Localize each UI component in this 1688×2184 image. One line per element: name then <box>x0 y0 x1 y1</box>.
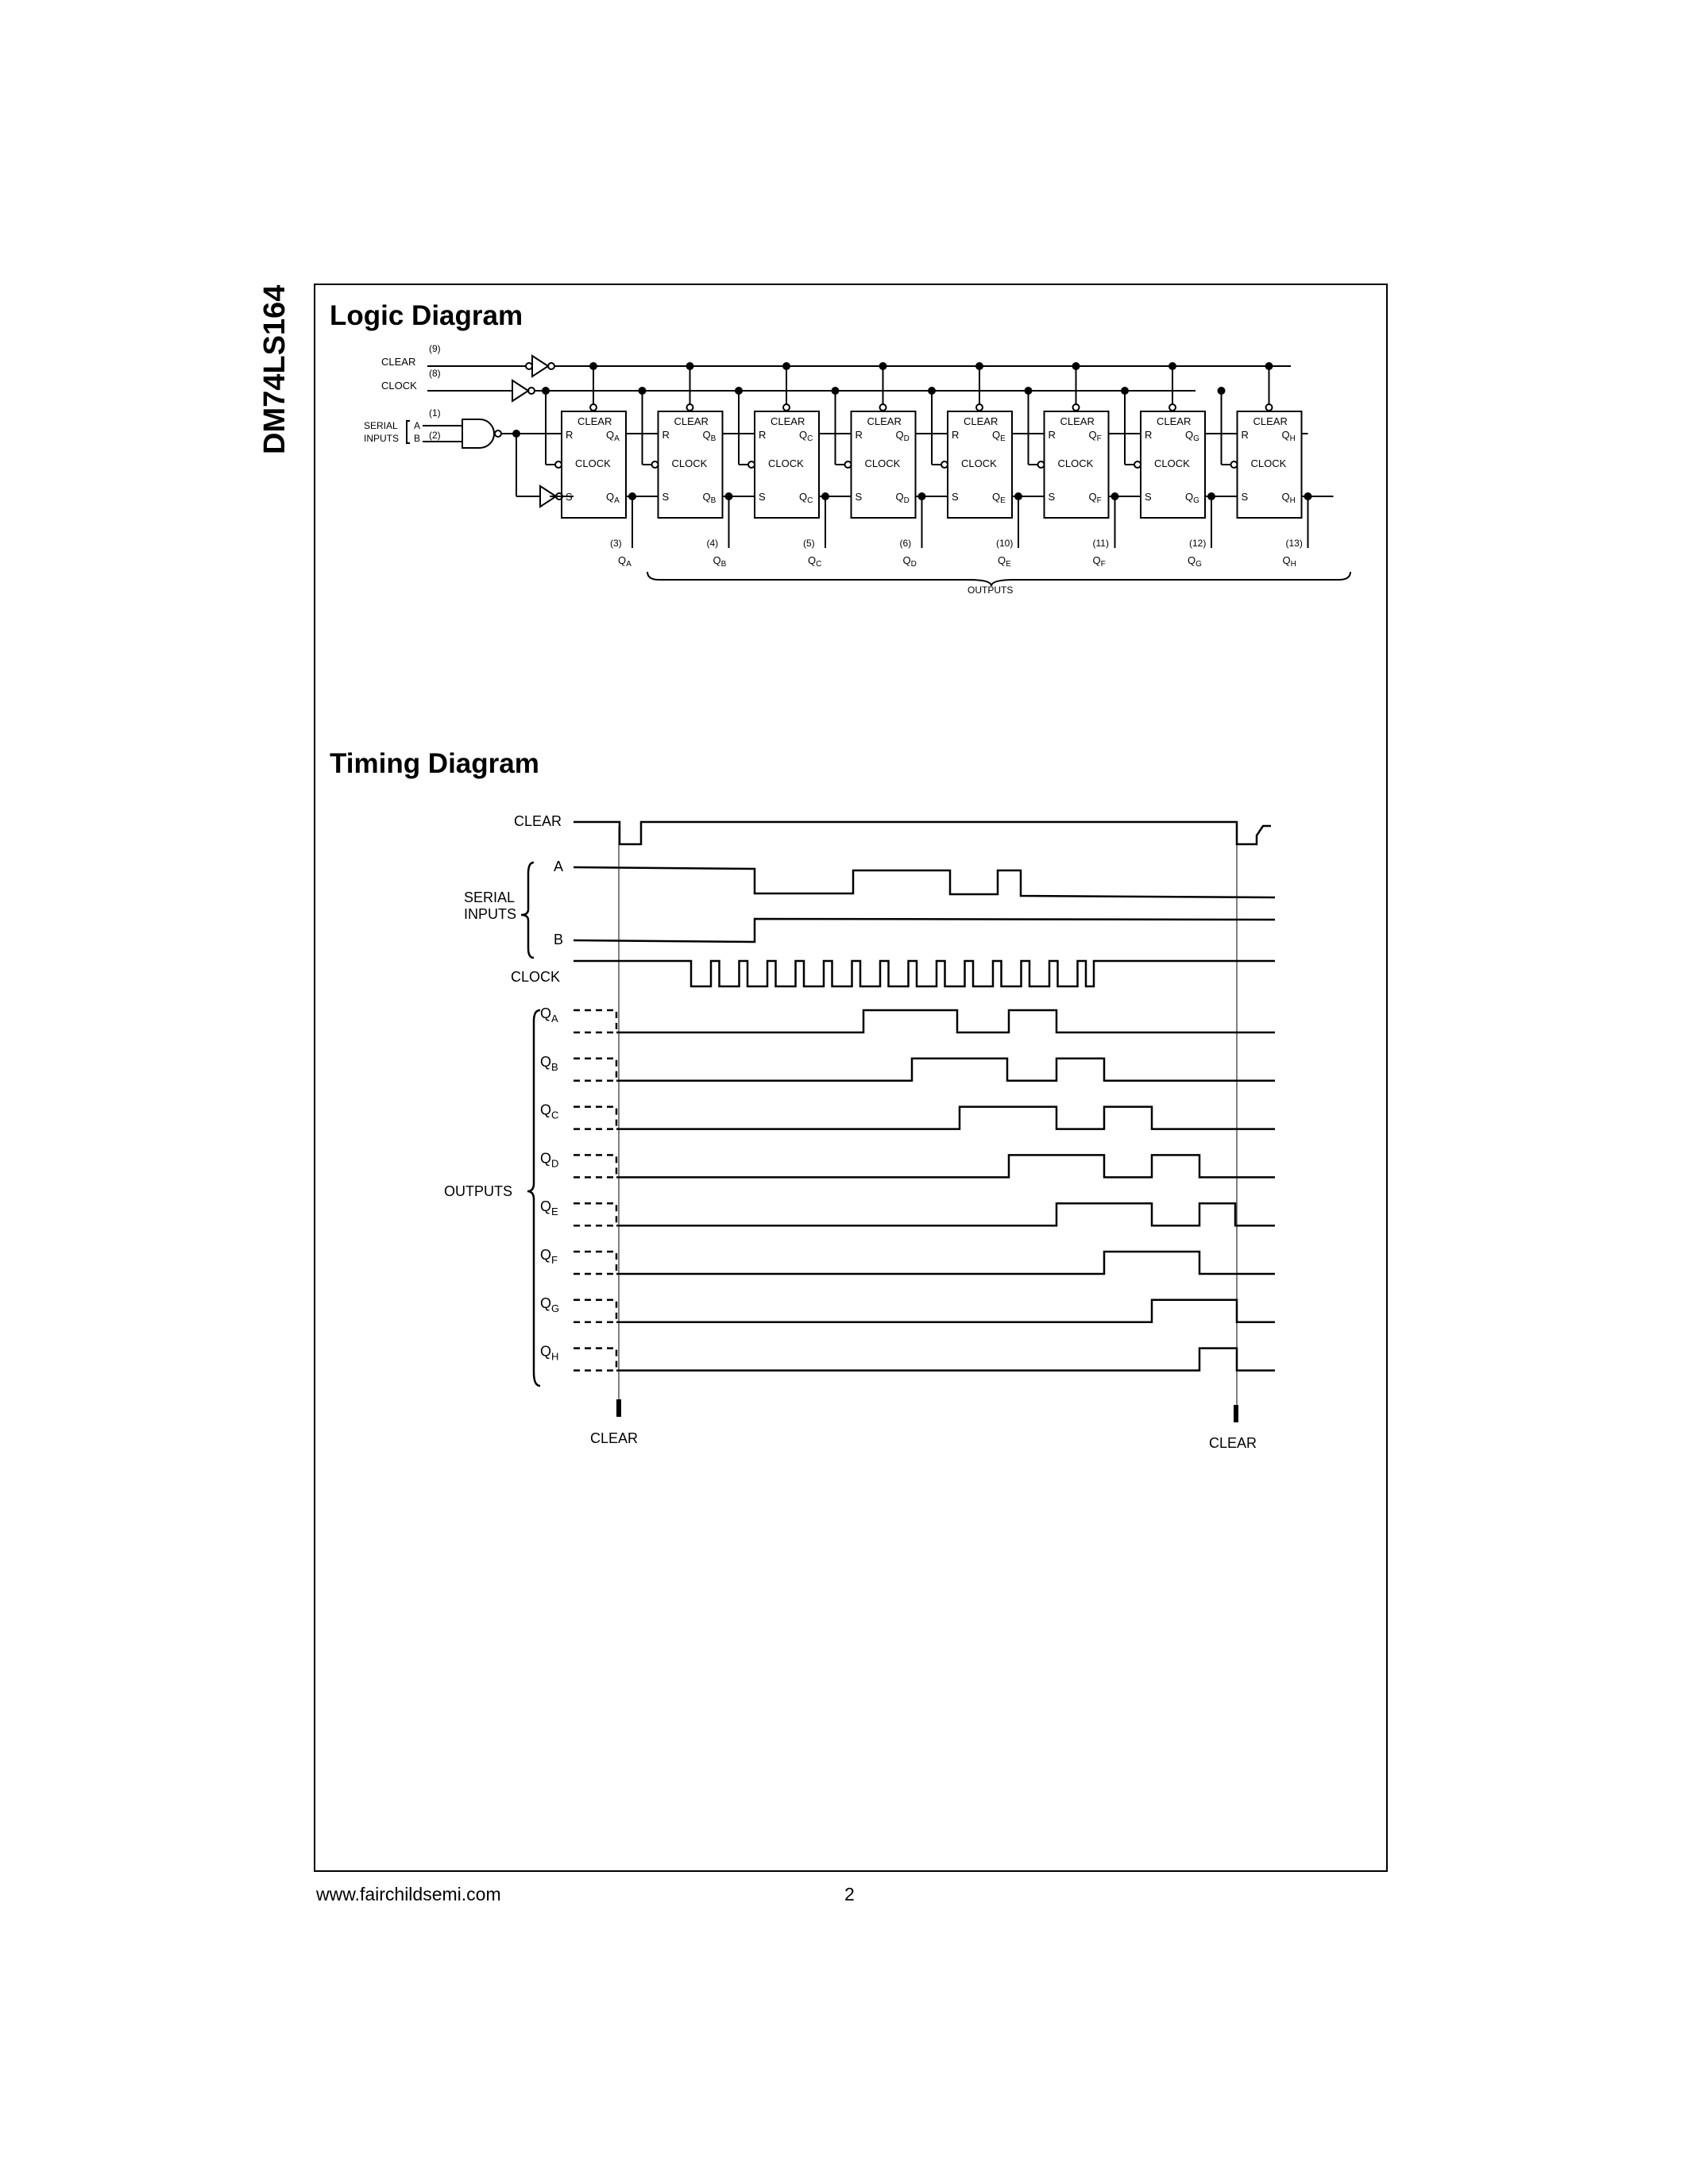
nand-gate <box>462 419 494 448</box>
output-label-sub: H <box>1290 560 1296 569</box>
ff-q-label: $Q_G$ <box>1185 491 1199 505</box>
flip-flop-e <box>916 363 1044 569</box>
ff-q-sub: E <box>1000 496 1006 505</box>
output-label-sub: G <box>1196 560 1202 569</box>
ff-r-label: R <box>1048 429 1056 441</box>
timing-b-label: B <box>554 932 564 947</box>
unknown-state <box>574 1155 616 1177</box>
ff-clock-label: CLOCK <box>671 457 708 469</box>
output-row-c <box>540 1102 1275 1129</box>
output-label-sub: F <box>1100 560 1106 569</box>
output-waveform <box>616 1107 1275 1129</box>
output-row-label-sub: E <box>551 1206 558 1218</box>
output-label: $Q_D$ <box>902 554 917 569</box>
output-label: $Q_C$ <box>808 554 822 569</box>
ff-qbar-label: $Q_E$ <box>992 429 1006 443</box>
clock-inverter <box>512 380 528 401</box>
ff-qbar-sub: G <box>1193 434 1199 443</box>
ff-q-sub: G <box>1193 496 1199 505</box>
output-row-g <box>540 1295 1275 1322</box>
clear-pin-label: (9) <box>429 343 441 354</box>
ff-q-label: $Q_H$ <box>1281 491 1296 505</box>
ff-s-label: S <box>952 491 959 503</box>
part-number: DM74LS164 <box>258 284 292 454</box>
ff-q-label: $Q_C$ <box>799 491 813 505</box>
output-row-label-sub: B <box>551 1060 558 1073</box>
ff-q-sub: D <box>903 496 910 505</box>
output-label-sub: A <box>626 560 632 569</box>
ff-qbar-label: $Q_C$ <box>799 429 813 443</box>
outputs-label: OUTPUTS <box>968 585 1014 596</box>
ff-clock-label: CLOCK <box>768 457 804 469</box>
unknown-state <box>574 1059 616 1081</box>
ff-s-label: S <box>566 491 573 503</box>
output-waveform <box>616 1203 1275 1225</box>
output-row-f <box>540 1247 1275 1274</box>
ff-clock-label: CLOCK <box>961 457 997 469</box>
flip-flop-f <box>1013 363 1141 569</box>
unknown-state <box>574 1010 616 1032</box>
inputs-label: INPUTS <box>364 433 400 444</box>
ff-clear-label: CLEAR <box>1157 415 1192 427</box>
output-row-label: $Q_E$ <box>540 1198 558 1218</box>
ff-qbar-label: $Q_G$ <box>1185 429 1199 443</box>
timing-diagram-title: Timing Diagram <box>330 748 539 779</box>
ff-qbar-label: $Q_H$ <box>1281 429 1296 443</box>
output-pin-label: (3) <box>610 538 622 549</box>
output-row-d <box>540 1150 1275 1177</box>
ff-clear-label: CLEAR <box>867 415 902 427</box>
timing-outputs-label: OUTPUTS <box>444 1183 513 1199</box>
ff-q-sub: A <box>614 496 620 505</box>
flip-flop-g <box>1109 363 1237 569</box>
output-waveform <box>616 1349 1275 1371</box>
ff-clock-label: CLOCK <box>575 457 611 469</box>
output-waveform <box>616 1155 1275 1177</box>
output-row-label-sub: C <box>551 1109 559 1121</box>
flip-flop-h <box>1206 363 1334 569</box>
ff-r-label: R <box>1241 429 1249 441</box>
logic-diagram-title: Logic Diagram <box>330 300 523 331</box>
output-label-sub: E <box>1006 560 1011 569</box>
ff-r-label: R <box>566 429 574 441</box>
clear-waveform <box>574 822 1271 844</box>
ff-s-label: S <box>662 491 670 503</box>
ff-clock-label: CLOCK <box>1057 457 1094 469</box>
ff-q-sub: C <box>807 496 813 505</box>
output-row-label: $Q_C$ <box>540 1102 559 1121</box>
ff-q-label: $Q_F$ <box>1088 491 1102 505</box>
unknown-state <box>574 1300 616 1322</box>
clear-input-label: CLEAR <box>381 356 416 368</box>
output-pin-label: (10) <box>996 538 1014 549</box>
ff-q-sub: H <box>1289 496 1296 505</box>
output-waveform <box>616 1059 1275 1081</box>
a-input-label: A <box>414 420 421 431</box>
clear-marker-right-tick <box>1234 1405 1238 1422</box>
ff-clear-label: CLEAR <box>577 415 612 427</box>
output-label-sub: B <box>720 560 727 569</box>
ff-s-label: S <box>1241 491 1249 503</box>
ff-qbar-sub: H <box>1289 434 1296 443</box>
output-row-label-sub: A <box>551 1013 558 1024</box>
output-label-sub: D <box>910 560 917 569</box>
output-pin-label: (5) <box>803 538 815 549</box>
ff-s-label: S <box>855 491 863 503</box>
ff-clear-label: CLEAR <box>1060 415 1095 427</box>
output-label: $Q_B$ <box>713 554 727 569</box>
b-input-label: B <box>414 433 421 444</box>
clear-marker-right: CLEAR <box>1209 1435 1257 1451</box>
ff-s-label: S <box>1145 491 1152 503</box>
output-waveform <box>616 1252 1275 1274</box>
clock-input-label: CLOCK <box>381 380 417 392</box>
output-waveform <box>616 1300 1275 1322</box>
unknown-state <box>574 1349 616 1371</box>
output-label: $Q_G$ <box>1188 554 1202 569</box>
timing-serial-label: SERIAL <box>464 889 516 905</box>
ff-qbar-label: $Q_A$ <box>606 429 620 443</box>
unknown-state <box>574 1203 616 1225</box>
clock-waveform <box>574 961 1275 986</box>
output-row-e <box>540 1198 1275 1225</box>
ff-qbar-label: $Q_F$ <box>1088 429 1102 443</box>
serial-label: SERIAL <box>364 420 398 431</box>
clear-marker-left-tick <box>616 1399 621 1417</box>
ff-q-sub: B <box>710 496 717 505</box>
timing-clear-label: CLEAR <box>514 813 562 829</box>
timing-diagram <box>444 813 1275 1451</box>
ff-clear-label: CLEAR <box>674 415 709 427</box>
b-pin-label: (2) <box>429 430 441 441</box>
output-row-label: $Q_G$ <box>540 1295 560 1314</box>
ff-clear-label: CLEAR <box>771 415 805 427</box>
output-row-label: $Q_B$ <box>540 1053 558 1073</box>
ff-q-sub: F <box>1096 496 1102 505</box>
ff-clock-label: CLOCK <box>864 457 901 469</box>
output-label: $Q_F$ <box>1092 554 1106 569</box>
output-label: $Q_H$ <box>1282 554 1296 569</box>
clear-marker-left: CLEAR <box>590 1430 639 1446</box>
ff-qbar-sub: E <box>1000 434 1006 443</box>
output-row-label-sub: G <box>551 1302 560 1314</box>
output-label: $Q_E$ <box>998 554 1011 569</box>
output-label: $Q_A$ <box>618 554 632 569</box>
clock-pin-label: (8) <box>429 368 441 379</box>
unknown-state <box>574 1252 616 1274</box>
ff-clear-label: CLEAR <box>964 415 999 427</box>
output-pin-label: (13) <box>1285 538 1303 549</box>
ff-s-label: S <box>1048 491 1056 503</box>
output-waveform <box>616 1010 1275 1032</box>
ff-r-label: R <box>952 429 960 441</box>
clear-inverter <box>532 356 548 376</box>
output-pin-label: (6) <box>899 538 912 549</box>
ff-r-label: R <box>759 429 767 441</box>
timing-inputs-label: INPUTS <box>464 906 517 922</box>
serial-a-waveform <box>574 867 1275 897</box>
output-row-label: $Q_H$ <box>540 1343 559 1363</box>
flip-flop-d <box>820 363 948 569</box>
output-row-a <box>540 1005 1275 1032</box>
ff-r-label: R <box>855 429 863 441</box>
output-pin-label: (11) <box>1092 538 1109 549</box>
ff-r-label: R <box>1145 429 1153 441</box>
footer-url[interactable]: www.fairchildsemi.com <box>316 1884 501 1904</box>
ff-qbar-sub: D <box>903 434 910 443</box>
output-row-label-sub: F <box>551 1254 558 1266</box>
ff-qbar-sub: C <box>807 434 813 443</box>
logic-diagram <box>364 343 1350 596</box>
serial-brace <box>407 421 410 443</box>
output-row-label: $Q_F$ <box>540 1247 558 1266</box>
ff-q-label: $Q_A$ <box>606 491 620 505</box>
output-row-label: $Q_D$ <box>540 1150 559 1170</box>
serial-inputs-brace <box>521 862 534 958</box>
timing-a-label: A <box>554 859 564 874</box>
ff-qbar-sub: F <box>1096 434 1102 443</box>
ff-q-label: $Q_D$ <box>895 491 910 505</box>
output-pin-label: (4) <box>706 538 719 549</box>
timing-clock-label: CLOCK <box>511 969 561 985</box>
flip-flop-b <box>627 363 755 569</box>
ff-qbar-label: $Q_B$ <box>702 429 717 443</box>
ff-s-label: S <box>759 491 766 503</box>
output-pin-label: (12) <box>1189 538 1207 549</box>
output-row-b <box>540 1054 1275 1081</box>
ff-qbar-sub: B <box>710 434 717 443</box>
ff-qbar-sub: A <box>614 434 620 443</box>
output-row-h <box>540 1344 1275 1371</box>
serial-b-waveform <box>574 919 1275 942</box>
a-pin-label: (1) <box>429 407 441 419</box>
outputs-brace-timing <box>527 1010 540 1386</box>
ff-qbar-label: $Q_D$ <box>895 429 910 443</box>
ff-q-label: $Q_B$ <box>702 491 717 505</box>
ff-clock-label: CLOCK <box>1250 457 1287 469</box>
output-row-label-sub: H <box>551 1350 559 1363</box>
ff-q-label: $Q_E$ <box>992 491 1006 505</box>
unknown-state <box>574 1107 616 1129</box>
page-number: 2 <box>844 1884 855 1904</box>
output-row-label-sub: D <box>551 1157 559 1170</box>
output-label-sub: C <box>816 560 822 569</box>
ff-clear-label: CLEAR <box>1253 415 1288 427</box>
ff-r-label: R <box>662 429 670 441</box>
ff-clock-label: CLOCK <box>1154 457 1190 469</box>
output-row-label: $Q_A$ <box>540 1005 558 1024</box>
